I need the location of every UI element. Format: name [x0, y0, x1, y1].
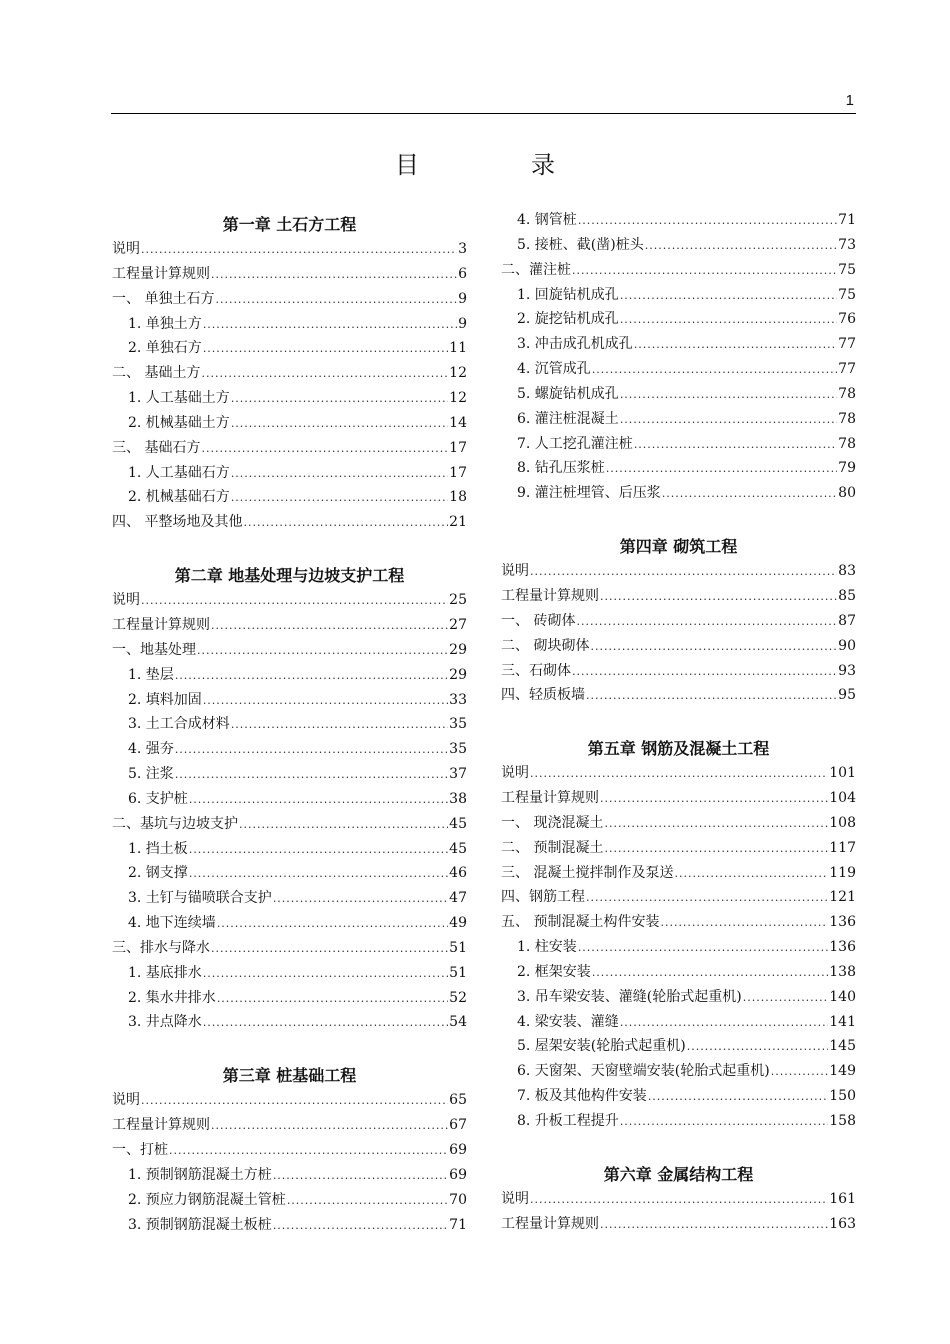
- toc-entry-label: 2. 集水井排水: [128, 989, 216, 1006]
- toc-entry-label: 工程量计算规则: [501, 790, 599, 807]
- toc-entry-page: 51: [449, 939, 467, 956]
- toc-entry-label: 说明: [501, 765, 529, 782]
- dot-leader: [231, 713, 448, 738]
- toc-entry-page: 35: [449, 716, 467, 733]
- toc-entry[interactable]: [501, 634, 856, 659]
- toc-entry-label: 二、基坑与边坡支护: [112, 815, 238, 832]
- toc-entry-label: 6. 天窗架、天窗壁端安装(轮胎式起重机): [517, 1063, 770, 1080]
- toc-entry-label: 2. 旋挖钻机成孔: [517, 311, 619, 328]
- chapter-heading: 第一章 土石方工程: [222, 215, 357, 234]
- dot-leader: [197, 639, 448, 664]
- dot-leader: [243, 511, 448, 536]
- toc-entry[interactable]: [501, 935, 856, 960]
- toc-entry-page: 9: [458, 290, 467, 307]
- toc-entry[interactable]: [501, 407, 856, 432]
- dot-leader: [620, 1011, 828, 1036]
- toc-entry[interactable]: [501, 283, 856, 308]
- dot-leader: [231, 412, 448, 437]
- toc-entry-page: 38: [449, 790, 467, 807]
- toc-entry-page: 45: [449, 840, 467, 857]
- toc-entry[interactable]: [501, 233, 856, 258]
- toc-entry-page: 51: [449, 964, 467, 981]
- toc-entry[interactable]: [112, 613, 467, 638]
- toc-entry-page: 117: [829, 839, 856, 856]
- toc-entry-page: 3: [458, 241, 467, 257]
- dot-leader: [572, 259, 837, 284]
- toc-entry-label: 一、 砖砌体: [501, 612, 576, 629]
- toc-entry-page: 73: [838, 236, 856, 253]
- toc-entry[interactable]: [112, 336, 467, 361]
- dot-leader: [620, 308, 837, 333]
- toc-entry-label: 2. 机械基础石方: [128, 489, 230, 506]
- toc-entry-label: 1. 垫层: [128, 666, 174, 683]
- dot-leader: [634, 433, 837, 458]
- dot-leader: [141, 1089, 448, 1114]
- toc-entry-page: 29: [449, 641, 467, 658]
- toc-entry-page: 21: [449, 514, 467, 531]
- toc-entry[interactable]: [112, 237, 467, 262]
- toc-entry-label: 1. 回旋钻机成孔: [517, 286, 619, 303]
- dot-leader: [606, 457, 837, 482]
- toc-entry-label: 说明: [112, 1092, 140, 1109]
- toc-entry[interactable]: [501, 559, 856, 584]
- dot-leader: [592, 961, 828, 986]
- toc-entry[interactable]: [501, 861, 856, 886]
- toc-entry-page: 12: [449, 365, 467, 382]
- dot-leader: [211, 937, 448, 962]
- toc-entry[interactable]: [112, 361, 467, 386]
- toc-title: 目 录: [395, 151, 599, 179]
- toc-entry-page: 52: [449, 989, 467, 1006]
- toc-entry-label: 工程量计算规则: [501, 587, 599, 604]
- toc-entry-label: 二、灌注桩: [501, 261, 571, 278]
- dot-leader: [687, 1035, 829, 1060]
- toc-entry[interactable]: [112, 762, 467, 787]
- toc-entry-label: 一、地基处理: [112, 641, 196, 658]
- toc-entry[interactable]: [112, 436, 467, 461]
- toc-entry-label: 1. 预制钢筋混凝土方桩: [128, 1166, 272, 1183]
- toc-entry-label: 说明: [501, 563, 529, 580]
- toc-entry[interactable]: [501, 910, 856, 935]
- toc-entry-page: 87: [838, 612, 856, 629]
- dot-leader: [530, 1188, 828, 1213]
- toc-entry[interactable]: [501, 1109, 856, 1134]
- toc-entry-label: 8. 升板工程提升: [517, 1113, 619, 1129]
- toc-entry-label: 1. 基底排水: [128, 964, 202, 981]
- toc-entry[interactable]: [112, 1138, 467, 1163]
- toc-entry-label: 三、 基础石方: [112, 439, 201, 456]
- toc-entry[interactable]: [112, 812, 467, 837]
- toc-entry-page: 108: [829, 814, 856, 831]
- toc-entry-page: 33: [449, 691, 467, 708]
- toc-entry-page: 45: [449, 815, 467, 832]
- toc-entry[interactable]: [501, 584, 856, 609]
- toc-entry-label: 说明: [501, 1190, 529, 1207]
- toc-entry-page: 138: [829, 963, 856, 980]
- toc-entry[interactable]: [112, 638, 467, 663]
- toc-entry-label: 1. 柱安装: [517, 939, 577, 956]
- toc-entry-page: 35: [449, 741, 467, 758]
- dot-leader: [175, 664, 448, 689]
- toc-entry-label: 3. 土钉与锚喷联合支护: [128, 890, 272, 907]
- toc-entry-label: 四、钢筋工程: [501, 889, 585, 906]
- toc-entry[interactable]: [112, 588, 467, 613]
- toc-entry-page: 101: [829, 765, 856, 782]
- dot-leader: [231, 486, 448, 511]
- dot-leader: [273, 1214, 448, 1239]
- toc-entry-page: 65: [449, 1092, 467, 1109]
- toc-entry-page: 83: [838, 563, 856, 580]
- toc-entry[interactable]: [112, 386, 467, 411]
- toc-entry-label: 1. 人工基础土方: [128, 390, 230, 407]
- dot-leader: [239, 813, 448, 838]
- toc-entry[interactable]: [501, 432, 856, 457]
- dot-leader: [620, 284, 837, 309]
- toc-entry[interactable]: [112, 411, 467, 436]
- toc-entry-page: 119: [829, 864, 856, 881]
- toc-entry-page: 136: [829, 914, 856, 931]
- toc-entry-page: 70: [449, 1191, 467, 1208]
- toc-entry-page: 78: [838, 435, 856, 452]
- toc-entry-label: 5. 螺旋钻机成孔: [517, 385, 619, 402]
- toc-entry-label: 1. 人工基础石方: [128, 464, 230, 481]
- toc-entry-page: 27: [449, 616, 467, 633]
- dot-leader: [660, 911, 828, 936]
- dot-leader: [620, 383, 837, 408]
- toc-entry-label: 2. 填料加固: [128, 691, 202, 708]
- toc-entry-page: 90: [838, 637, 856, 654]
- dot-leader: [530, 762, 828, 787]
- toc-entry-page: 9: [458, 315, 467, 332]
- toc-entry-page: 69: [449, 1142, 467, 1158]
- toc-entry[interactable]: [501, 357, 856, 382]
- toc-entry-page: 78: [838, 410, 856, 427]
- dot-leader: [578, 209, 837, 234]
- toc-entry[interactable]: [501, 332, 856, 357]
- toc-entry-page: 37: [449, 766, 467, 783]
- toc-entry-page: 158: [829, 1113, 856, 1129]
- toc-entry[interactable]: [501, 885, 856, 910]
- toc-entry-page: 69: [449, 1166, 467, 1183]
- toc-entry[interactable]: [112, 986, 467, 1011]
- toc-entry-label: 6. 支护桩: [128, 790, 188, 807]
- toc-entry-label: 三、石砌体: [501, 662, 571, 679]
- toc-entry[interactable]: [112, 737, 467, 762]
- dot-leader: [273, 887, 448, 912]
- toc-entry-label: 说明: [112, 592, 140, 609]
- toc-entry[interactable]: [501, 836, 856, 861]
- toc-entry[interactable]: [501, 1059, 856, 1084]
- toc-entry-page: 77: [838, 336, 856, 353]
- dot-leader: [590, 635, 837, 660]
- toc-entry-page: 17: [449, 439, 467, 456]
- dot-leader: [578, 936, 828, 961]
- toc-entry-label: 2. 单独石方: [128, 340, 202, 357]
- toc-entry[interactable]: [112, 461, 467, 486]
- dot-leader: [600, 1213, 828, 1238]
- toc-entry-page: 80: [838, 485, 856, 502]
- dot-leader: [586, 886, 828, 911]
- dot-leader: [648, 1085, 828, 1110]
- toc-entry-label: 4. 强夯: [128, 741, 174, 758]
- toc-entry-label: 3. 预制钢筋混凝土板桩: [128, 1216, 272, 1233]
- toc-entry-label: 工程量计算规则: [112, 616, 210, 633]
- toc-entry-page: 6: [458, 265, 467, 282]
- toc-entry-page: 140: [829, 988, 856, 1005]
- toc-entry-label: 说明: [112, 241, 140, 257]
- dot-leader: [620, 1110, 828, 1135]
- toc-entry-label: 8. 钻孔压浆桩: [517, 460, 605, 477]
- dot-leader: [203, 337, 448, 362]
- toc-entry-label: 二、 预制混凝土: [501, 839, 604, 856]
- dot-leader: [604, 812, 828, 837]
- toc-entry[interactable]: [501, 208, 856, 233]
- toc-entry[interactable]: [112, 961, 467, 986]
- toc-entry-label: 3. 土工合成材料: [128, 716, 230, 733]
- toc-entry-page: 136: [829, 939, 856, 956]
- toc-entry-label: 2. 机械基础土方: [128, 414, 230, 431]
- dot-leader: [231, 462, 448, 487]
- dot-leader: [203, 689, 448, 714]
- toc-entry[interactable]: [112, 911, 467, 936]
- dot-leader: [203, 962, 448, 987]
- toc-entry-label: 一、打桩: [112, 1142, 168, 1158]
- toc-entry-label: 二、 砌块砌体: [501, 637, 590, 654]
- dot-leader: [211, 614, 448, 639]
- toc-entry-page: 46: [449, 865, 467, 882]
- chapter-heading: 第三章 桩基础工程: [222, 1066, 357, 1086]
- toc-right-column: [501, 208, 856, 1237]
- toc-entry-page: 76: [838, 311, 856, 328]
- toc-entry-page: 78: [838, 385, 856, 402]
- toc-entry-page: 49: [449, 915, 467, 932]
- dot-leader: [592, 358, 837, 383]
- dot-leader: [175, 763, 448, 788]
- toc-entry-label: 4. 沉管成孔: [517, 361, 591, 378]
- toc-entry-page: 163: [829, 1215, 856, 1232]
- dot-leader: [211, 263, 457, 288]
- dot-leader: [771, 1060, 829, 1085]
- toc-entry-label: 2. 预应力钢筋混凝土管桩: [128, 1191, 286, 1208]
- dot-leader: [211, 1114, 448, 1139]
- toc-entry-page: 29: [449, 666, 467, 683]
- dot-leader: [201, 362, 448, 387]
- toc-entry[interactable]: [112, 1010, 467, 1035]
- toc-entry-page: 17: [449, 464, 467, 481]
- toc-entry[interactable]: [112, 287, 467, 312]
- chapter-heading: 第二章 地基处理与边坡支护工程: [174, 566, 405, 586]
- toc-entry[interactable]: [501, 960, 856, 985]
- toc-entry-label: 一、 单独土石方: [112, 290, 215, 307]
- toc-entry[interactable]: [112, 688, 467, 713]
- toc-entry-label: 三、排水与降水: [112, 939, 210, 956]
- toc-entry-label: 二、 基础土方: [112, 365, 201, 382]
- toc-entry-label: 一、 现浇混凝土: [501, 814, 604, 831]
- dot-leader: [572, 660, 837, 685]
- toc-entry-page: 141: [829, 1013, 856, 1030]
- dot-leader: [674, 862, 828, 887]
- toc-entry-page: 161: [829, 1190, 856, 1207]
- chapter-heading: 第六章 金属结构工程: [603, 1164, 754, 1184]
- dot-leader: [287, 1189, 448, 1214]
- toc-entry[interactable]: [112, 312, 467, 337]
- dot-leader: [662, 482, 837, 507]
- toc-entry-page: 71: [449, 1216, 467, 1233]
- toc-entry[interactable]: [501, 1084, 856, 1109]
- toc-entry-label: 7. 人工挖孔灌注桩: [517, 435, 633, 452]
- dot-leader: [743, 986, 829, 1011]
- toc-entry-page: 150: [829, 1088, 856, 1105]
- dot-leader: [141, 238, 457, 263]
- toc-entry-label: 四、轻质板墙: [501, 687, 585, 704]
- toc-entry-label: 3. 冲击成孔机成孔: [517, 336, 633, 353]
- toc-entry[interactable]: [112, 787, 467, 812]
- dot-leader: [217, 987, 448, 1012]
- toc-entry-label: 工程量计算规则: [112, 1117, 210, 1134]
- toc-entry[interactable]: [112, 1163, 467, 1188]
- toc-entry-label: 5. 接桩、截(凿)桩头: [517, 236, 644, 253]
- toc-entry[interactable]: [501, 761, 856, 786]
- toc-entry[interactable]: [112, 262, 467, 287]
- toc-entry[interactable]: [501, 683, 856, 708]
- dot-leader: [189, 788, 448, 813]
- toc-left-column: [112, 208, 467, 1237]
- dot-leader: [203, 313, 457, 338]
- dot-leader: [645, 234, 837, 259]
- toc-entry[interactable]: [112, 1213, 467, 1238]
- header-rule: [111, 113, 856, 114]
- toc-entry[interactable]: [112, 886, 467, 911]
- toc-entry-label: 1. 挡土板: [128, 840, 188, 857]
- toc-entry-page: 93: [838, 662, 856, 679]
- toc-entry[interactable]: [501, 456, 856, 481]
- toc-entry[interactable]: [501, 985, 856, 1010]
- dot-leader: [600, 585, 837, 610]
- toc-entry-page: 54: [449, 1014, 467, 1031]
- toc-entry[interactable]: [112, 712, 467, 737]
- dot-leader: [530, 560, 837, 585]
- toc-entry-label: 5. 注浆: [128, 766, 174, 783]
- toc-entry-page: 75: [838, 261, 856, 278]
- dot-leader: [141, 589, 448, 614]
- dot-leader: [189, 862, 448, 887]
- toc-entry[interactable]: [501, 786, 856, 811]
- toc-entry-label: 2. 框架安装: [517, 963, 591, 980]
- toc-entry-page: 95: [838, 687, 856, 704]
- toc-entry-page: 47: [449, 890, 467, 907]
- toc-entry-page: 12: [449, 390, 467, 407]
- toc-entry-page: 149: [829, 1063, 856, 1080]
- toc-entry-label: 4. 梁安装、灌缝: [517, 1013, 619, 1030]
- toc-entry-page: 75: [838, 286, 856, 303]
- toc-entry-page: 79: [838, 460, 856, 477]
- toc-entry[interactable]: [501, 609, 856, 634]
- toc-entry[interactable]: [501, 1187, 856, 1212]
- toc-entry-page: 85: [838, 587, 856, 604]
- page-number: 1: [845, 92, 854, 109]
- toc-entry[interactable]: [501, 1010, 856, 1035]
- toc-entry[interactable]: [501, 1034, 856, 1059]
- toc-entry[interactable]: [112, 1113, 467, 1138]
- toc-entry[interactable]: [112, 1088, 467, 1113]
- toc-entry-page: 121: [829, 889, 856, 906]
- toc-entry-label: 四、 平整场地及其他: [112, 514, 243, 531]
- toc-entry[interactable]: [501, 811, 856, 836]
- toc-entry-page: 77: [838, 361, 856, 378]
- chapter-heading: 第四章 砌筑工程: [619, 537, 738, 557]
- toc-entry[interactable]: [501, 481, 856, 506]
- dot-leader: [215, 288, 457, 313]
- toc-entry[interactable]: [501, 307, 856, 332]
- toc-entry-page: 145: [829, 1038, 856, 1055]
- toc-entry-label: 1. 单独土方: [128, 315, 202, 332]
- dot-leader: [586, 684, 837, 709]
- toc-entry-page: 71: [838, 212, 856, 228]
- toc-entry-page: 67: [449, 1117, 467, 1134]
- toc-entry-label: 3. 吊车梁安装、灌缝(轮胎式起重机): [517, 988, 742, 1005]
- toc-entry[interactable]: [112, 837, 467, 862]
- toc-entry-label: 4. 钢管桩: [517, 212, 577, 228]
- toc-entry-label: 3. 井点降水: [128, 1014, 202, 1031]
- toc-entry-label: 7. 板及其他构件安装: [517, 1088, 647, 1105]
- toc-entry-label: 五、 预制混凝土构件安装: [501, 914, 660, 931]
- dot-leader: [203, 1011, 448, 1036]
- toc-entry[interactable]: [112, 663, 467, 688]
- toc-entry[interactable]: [112, 1188, 467, 1213]
- toc-entry[interactable]: [501, 382, 856, 407]
- toc-entry-label: 5. 屋架安装(轮胎式起重机): [517, 1038, 686, 1055]
- dot-leader: [620, 408, 837, 433]
- dot-leader: [175, 738, 448, 763]
- dot-leader: [604, 837, 828, 862]
- toc-entry-label: 工程量计算规则: [112, 265, 210, 282]
- toc-entry-label: 6. 灌注桩混凝土: [517, 410, 619, 427]
- toc-entry-page: 25: [449, 592, 467, 609]
- toc-entry-label: 三、 混凝土搅拌制作及泵送: [501, 864, 674, 881]
- toc-entry[interactable]: [112, 485, 467, 510]
- toc-entry-label: 工程量计算规则: [501, 1215, 599, 1232]
- toc-entry-page: 14: [449, 414, 467, 431]
- toc-entry[interactable]: [112, 936, 467, 961]
- toc-entry-page: 18: [449, 489, 467, 506]
- dot-leader: [634, 333, 837, 358]
- dot-leader: [201, 437, 448, 462]
- dot-leader: [576, 610, 837, 635]
- dot-leader: [600, 787, 828, 812]
- toc-entry-label: 2. 钢支撑: [128, 865, 188, 882]
- dot-leader: [189, 838, 448, 863]
- toc-entry[interactable]: [501, 659, 856, 684]
- toc-entry-page: 104: [829, 790, 856, 807]
- dot-leader: [231, 387, 448, 412]
- toc-entry[interactable]: [112, 861, 467, 886]
- toc-entry-label: 9. 灌注桩埋管、后压浆: [517, 485, 661, 502]
- toc-entry-page: 11: [449, 340, 467, 357]
- dot-leader: [169, 1139, 448, 1164]
- dot-leader: [217, 912, 448, 937]
- chapter-heading: 第五章 钢筋及混凝土工程: [587, 739, 770, 759]
- toc-entry[interactable]: [112, 510, 467, 535]
- toc-entry-label: 4. 地下连续墙: [128, 915, 216, 932]
- toc-entry[interactable]: [501, 258, 856, 283]
- toc-entry[interactable]: [501, 1212, 856, 1237]
- dot-leader: [273, 1164, 448, 1189]
